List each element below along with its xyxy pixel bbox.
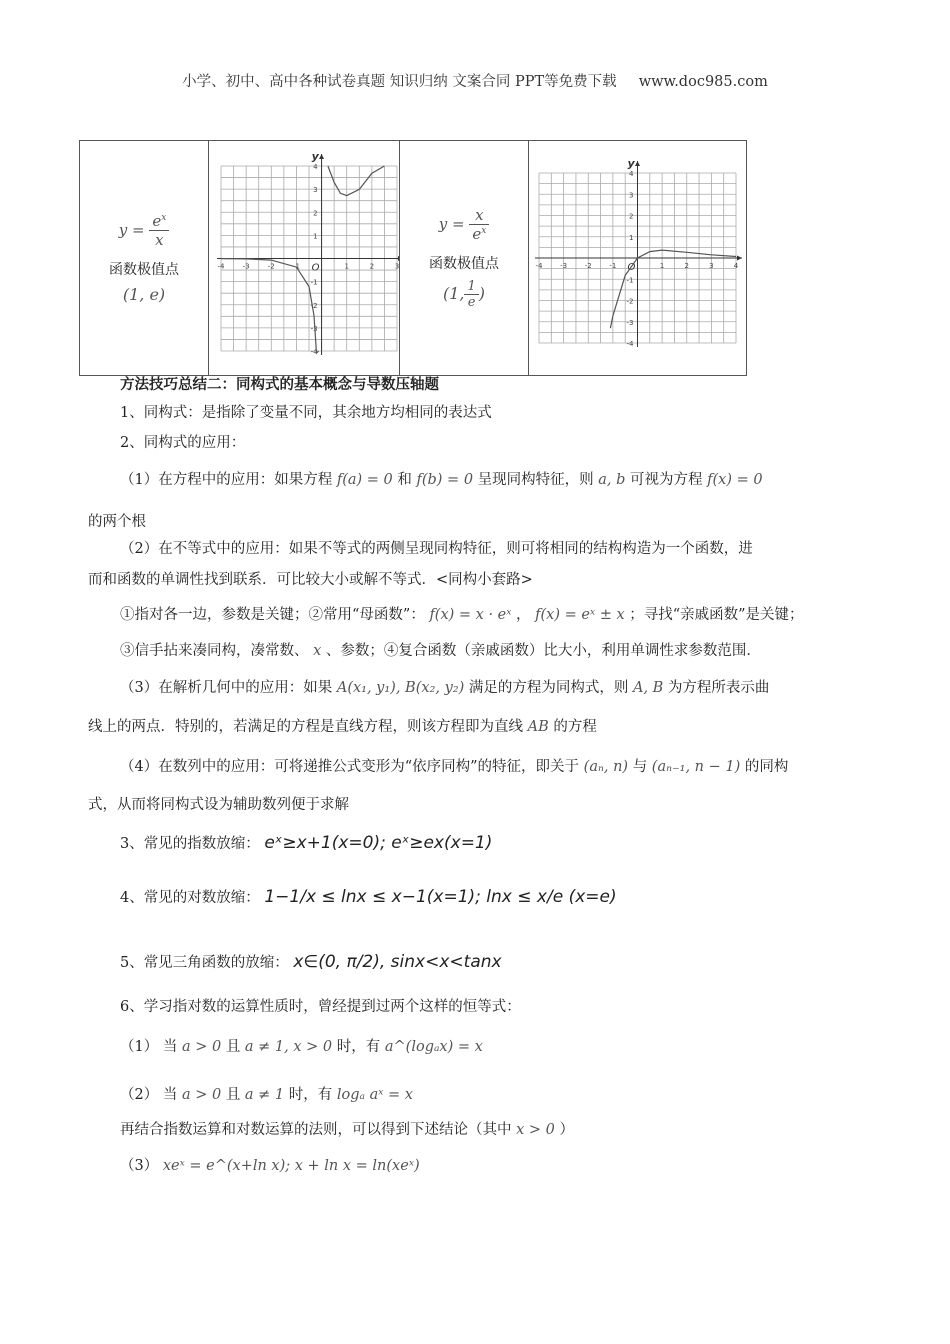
- x-axis-arrow: [398, 256, 399, 261]
- p3-text-b: 和: [397, 472, 412, 488]
- p7-text-b: 满足的方程为同构式，则: [468, 680, 629, 696]
- section-title: 方法技巧总结二：同构式的基本概念与导数压轴题: [120, 377, 439, 393]
- y-tick-label: -2: [626, 297, 634, 306]
- p5-text-c: ；寻找“亲戚函数”是关键；: [629, 607, 804, 623]
- para-16: [120, 1158, 420, 1175]
- p8-text-c: 的同构: [744, 759, 789, 775]
- formula2-den: e: [472, 225, 482, 243]
- formula-cell-1: [80, 141, 209, 376]
- p14-math-2: a ≠ 1: [244, 1087, 285, 1103]
- p3-text-c: 呈现同构特征，则: [477, 472, 594, 488]
- para-3: [120, 472, 763, 489]
- y-tick-label: -4: [626, 340, 634, 348]
- p7-text-c: 为方程所表示曲: [667, 680, 770, 696]
- graph-ex-over-x: [209, 141, 399, 371]
- series-line: [328, 166, 385, 196]
- para-8b: 式，从而将同构式设为辅助数列便于求解: [88, 797, 349, 813]
- p5-text-a: ①指对各一边，参数是关键；②常用“母函数”：: [120, 607, 425, 623]
- header-text: 小学、初中、高中各种试卷真题 知识归纳 文案合同 PPT等免费下载: [182, 74, 617, 90]
- series-line: [221, 259, 319, 354]
- y-tick-label: 4: [313, 163, 318, 171]
- para-4b: 而和函数的单调性找到联系．可比较大小或解不等式．<同构小套路>: [88, 572, 533, 588]
- p7-math-2: A, B: [632, 680, 664, 696]
- y-tick-label: 1: [313, 232, 318, 241]
- formula2-num: x: [469, 206, 489, 225]
- formula1-den: x: [155, 231, 164, 249]
- x-tick-label: -2: [584, 262, 592, 270]
- formula2-sup: x: [481, 226, 487, 236]
- x-tick-label: 2: [369, 262, 375, 271]
- p5-text-b: ，: [516, 607, 531, 623]
- y-tick-label: -1: [626, 276, 634, 285]
- y-tick-label: 4: [629, 170, 634, 178]
- y-axis-label: y: [311, 150, 319, 163]
- p13-text-c: 且: [225, 1039, 241, 1055]
- para-7: [120, 680, 769, 697]
- y-tick-label: 3: [629, 191, 634, 200]
- para-7b: [88, 719, 597, 736]
- para-5: [120, 607, 804, 624]
- p15-math: x > 0: [516, 1122, 555, 1138]
- p16-math: xeˣ = e^(x+ln x); x + ln x = ln(xeˣ): [162, 1158, 420, 1174]
- para-15: [120, 1122, 574, 1139]
- p10-text: 4、常见的对数放缩：: [120, 890, 260, 906]
- p6-math: x: [313, 643, 322, 659]
- p8-text-a: （4）在数列中的应用：可将递推公式变形为“依序同构”的特征，即关于: [120, 759, 580, 775]
- y-axis-label: y: [627, 157, 635, 170]
- p6-text-a: ③信手拈来凑同构，凑常数、: [120, 643, 309, 659]
- p7-text-d: 线上的两点．特别的，若满足的方程是直线方程，则该方程即为直线: [88, 719, 523, 735]
- x-tick-label: 1: [659, 262, 665, 270]
- p8-math-2: (aₙ₋₁, n − 1): [651, 759, 741, 775]
- graph-x-over-ex: [529, 141, 746, 371]
- p13-text-b: 当: [162, 1039, 178, 1055]
- y-tick-label: -3: [626, 318, 634, 327]
- p14-text-b: 且: [225, 1087, 241, 1103]
- p14-text-a: （2） 当: [120, 1087, 178, 1103]
- formula1-lhs: y =: [118, 220, 145, 239]
- formula2-label: 函数极值点: [429, 256, 499, 272]
- p3-math-4: f(x) = 0: [707, 472, 763, 488]
- formula2-point-num: 1: [464, 279, 478, 295]
- formula2-point: (1, $\frac{1}{e}$ ): [442, 279, 486, 310]
- formula1-point: (1, e): [122, 285, 166, 304]
- graph-cell-2: [529, 141, 747, 376]
- x-axis-arrow: [737, 256, 742, 261]
- p13-math-1: a > 0: [181, 1039, 222, 1055]
- para-4a: （2）在不等式中的应用：如果不等式的两侧呈现同构特征，则可将相同的结构构造为一个函数，进: [120, 541, 753, 557]
- para-9: [120, 833, 492, 853]
- graph-cell-1: [209, 141, 400, 376]
- p7-text-a: （3）在解析几何中的应用：如果: [120, 680, 333, 696]
- p9-math: eˣ≥x+1(x=0); eˣ≥ex(x=1): [264, 833, 493, 853]
- y-axis-arrow: [635, 161, 640, 166]
- y-axis-arrow: [319, 154, 324, 159]
- p3-math-3: a, b: [598, 472, 626, 488]
- p16-text: （3）: [120, 1158, 159, 1174]
- y-tick-label: -1: [310, 278, 318, 287]
- x-tick-label: -1: [292, 262, 300, 271]
- x-tick-label: 1: [344, 262, 349, 271]
- p3-math-2: f(b) = 0: [416, 472, 474, 488]
- y-tick-label: -2: [310, 301, 318, 310]
- p14-text-c: 时，有: [288, 1087, 333, 1103]
- x-tick-label: 2: [684, 262, 689, 270]
- header-url[interactable]: www.doc985.com: [638, 74, 768, 90]
- p13-math-4: a^(logₐx) = x: [384, 1039, 483, 1055]
- p7-text-e: 的方程: [553, 719, 597, 735]
- p8-math-1: (aₙ, n): [583, 759, 629, 775]
- formula1-label: 函数极值点: [109, 262, 179, 278]
- x-tick-label: -2: [267, 262, 275, 271]
- p7-math-3: AB: [527, 719, 549, 735]
- origin-label: O: [311, 262, 320, 274]
- x-tick-label: 3: [709, 262, 714, 270]
- y-tick-label: 3: [313, 186, 318, 195]
- para-14: [120, 1087, 413, 1104]
- para-6: [120, 643, 761, 660]
- y-tick-label: -3: [310, 324, 318, 333]
- formula2-point-den: e: [467, 295, 476, 310]
- formula2-lhs: y =: [438, 214, 465, 233]
- y-tick-label: 2: [629, 212, 634, 221]
- p13-text-d: 时，有: [336, 1039, 381, 1055]
- formula1-sup: x: [161, 213, 167, 223]
- para-1: 1、同构式：是指除了变量不同，其余地方均相同的表达式: [120, 405, 492, 421]
- p11-text: 5、常见三角函数的放缩：: [120, 955, 289, 971]
- p5-math-2: f(x) = eˣ ± x: [535, 607, 625, 623]
- p3-text-d: 可视为方程: [630, 472, 703, 488]
- para-10: [120, 887, 617, 907]
- p14-math-1: a > 0: [181, 1087, 222, 1103]
- p13-text-a: （1）: [120, 1039, 159, 1055]
- x-tick-label: -3: [242, 262, 250, 271]
- y-tick-label: -4: [310, 348, 318, 356]
- p15-text-b: ）: [559, 1122, 574, 1138]
- p3-text-a: （1）在方程中的应用：如果方程: [120, 472, 333, 488]
- p8-text-b: 与: [632, 759, 648, 775]
- x-tick-label: -4: [217, 262, 225, 271]
- x-tick-label: -3: [560, 262, 568, 270]
- para-12: 6、学习指对数的运算性质时，曾经提到过两个这样的恒等式：: [120, 999, 521, 1015]
- x-tick-label: -4: [535, 262, 543, 270]
- para-8: [120, 759, 788, 776]
- p13-math-3: x > 0: [293, 1039, 333, 1055]
- p11-math: x∈(0, π/2), sinx<x<tanx: [293, 952, 502, 972]
- p10-math: 1−1/x ≤ lnx ≤ x−1(x=1); lnx ≤ x/e (x=e): [264, 887, 617, 907]
- p14-math-3: logₐ aˣ = x: [336, 1087, 413, 1103]
- p5-math-1: f(x) = x · eˣ: [429, 607, 512, 623]
- para-3-end: 的两个根: [88, 514, 146, 530]
- p9-text: 3、常见的指数放缩：: [120, 836, 260, 852]
- para-13: [120, 1039, 483, 1056]
- x-tick-label: -1: [609, 262, 617, 270]
- p13-math-2: a ≠ 1,: [244, 1039, 289, 1055]
- para-11: [120, 952, 502, 972]
- page-header: [0, 70, 950, 91]
- figure-table: [79, 140, 747, 376]
- formula-cell-2: [400, 141, 529, 376]
- x-tick-label: 4: [733, 262, 739, 270]
- y-tick-label: 2: [313, 209, 318, 218]
- p15-text-a: 再结合指数运算和对数运算的法则，可以得到下述结论（其中: [120, 1122, 512, 1138]
- p7-math-1: A(x₁, y₁), B(x₂, y₂): [336, 680, 465, 696]
- formula1-num: e: [152, 212, 162, 230]
- x-tick-label: 3: [394, 262, 399, 271]
- y-tick-label: 1: [629, 233, 634, 242]
- p6-text-b: 、参数；④复合函数（亲戚函数）比大小，利用单调性求参数范围．: [325, 643, 761, 659]
- p3-math-1: f(a) = 0: [336, 472, 393, 488]
- para-2: 2、同构式的应用：: [120, 435, 246, 451]
- formula2-point-a: 1,: [449, 284, 465, 303]
- origin-label: O: [627, 262, 636, 273]
